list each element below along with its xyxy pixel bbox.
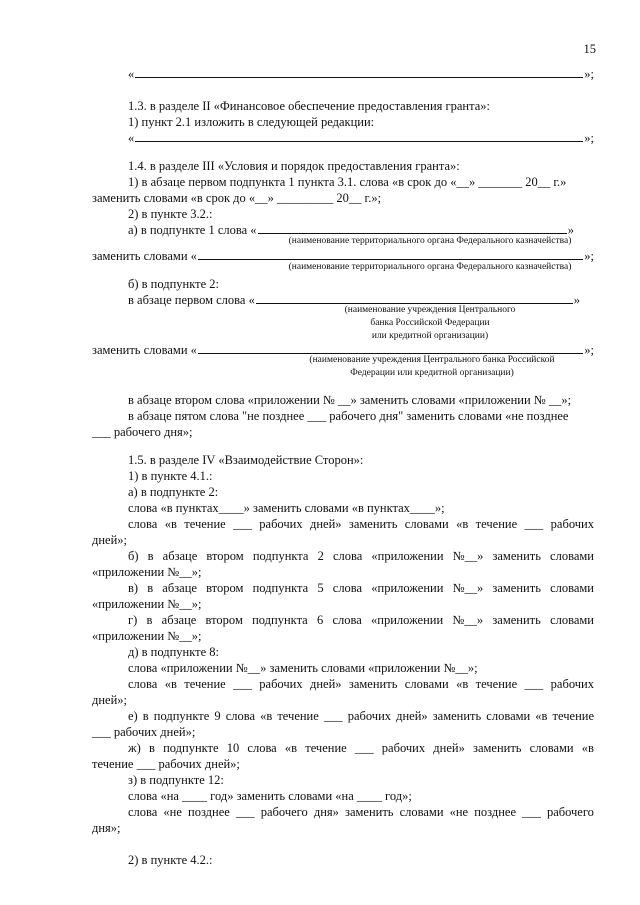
word: словами (550, 549, 594, 563)
word: «в (164, 517, 177, 531)
section-1-4: 1.4. в разделе III «Условия и порядок предоставления гранта»: (128, 159, 460, 173)
word: в (147, 549, 154, 563)
word: «не (449, 805, 469, 819)
subitem-z: з) в подпункте 12: (128, 773, 224, 787)
subitem-zh-line-cont: течение ___ рабочих дней»; (92, 757, 240, 771)
word: в (147, 581, 154, 595)
subitem-v-line-cont: «приложении №__»; (92, 597, 202, 611)
word: 6 (316, 613, 324, 627)
subitem-a2-line-2 (128, 516, 594, 532)
word: рабочих (381, 741, 426, 755)
word: «в (581, 741, 594, 755)
caption-bank-2-line-2: Федерации или кредитной организации) (350, 368, 514, 378)
word: заменить (348, 677, 398, 691)
word: подпункта (252, 549, 309, 563)
subitem-v-line (128, 580, 594, 596)
section-1-4-item-1-cont: заменить словами «в срок до «__» _________ 20__ г.»; (92, 191, 382, 205)
subitem-e-line (128, 708, 594, 724)
subitem-d-line-2-cont: дней»; (92, 693, 128, 707)
word: ___ (323, 709, 343, 723)
subitem-g-line-cont: «приложении №__»; (92, 629, 202, 643)
word: абзаце (161, 613, 197, 627)
word: словами (404, 677, 449, 691)
fill-underline (256, 293, 573, 304)
subitem-z-line-2-cont: дня»; (92, 821, 121, 835)
word: течение (184, 517, 226, 531)
close-quote: » (567, 223, 574, 237)
blank-quote-line-1 (128, 66, 594, 82)
word: течение (184, 677, 226, 691)
word: дней» (433, 741, 465, 755)
word: абзаце (162, 581, 197, 595)
word: слова (332, 613, 362, 627)
word: «в (456, 517, 469, 531)
word: №__» (452, 549, 484, 563)
open-quote: « (128, 131, 135, 145)
fill-underline (135, 67, 583, 78)
word: течение (475, 517, 518, 531)
word: «в (535, 709, 548, 723)
word: рабочих (347, 709, 392, 723)
word: подпункта (252, 581, 309, 595)
close-quote: »; (584, 249, 594, 263)
word: 5 (317, 581, 324, 595)
section-1-3: 1.3. в разделе II «Финансовое обеспечение предоставления гранта»: (128, 99, 491, 113)
subitem-e-line-cont: ___ рабочих дней»; (92, 725, 196, 739)
caption-bank-1-line-1: (наименование учреждения Центрального (344, 305, 516, 315)
section-1-3-item-1: 1) пункт 2.1 изложить в следующей редакции: (128, 115, 375, 129)
subitem-g-line (128, 612, 594, 628)
word: рабочих (259, 517, 303, 531)
subitem-z-line-2 (128, 804, 594, 820)
caption-bank-1-line-3: или кредитной организации) (371, 331, 489, 341)
subitem-d: д) в подпункте 8: (128, 645, 220, 659)
word: слова (128, 517, 158, 531)
word: 2 (317, 549, 324, 563)
word: рабочих (259, 677, 303, 691)
subitem-b2-line-cont: «приложении №__»; (92, 565, 202, 579)
word: словами (550, 581, 594, 595)
word: словами (486, 709, 531, 723)
word: «в (260, 709, 273, 723)
word: ж) (128, 741, 141, 755)
word: заменить (492, 549, 541, 563)
word: словами (404, 517, 449, 531)
section-1-4-item-2: 2) в пункте 3.2.: (128, 207, 213, 221)
section-1-5-item-1: 1) в пункте 4.1.: (128, 469, 213, 483)
subitem-a2-line-1: слова «в пунктах____» заменить словами «в пунктах____»; (128, 501, 445, 515)
close-quote: »; (584, 131, 594, 145)
word: течение (277, 709, 319, 723)
close-quote: »; (584, 343, 594, 357)
word: ___ (354, 741, 374, 755)
word: заменить (492, 613, 541, 627)
word: «в (164, 677, 177, 691)
word: заменить (492, 581, 541, 595)
subitem-zh-line (128, 740, 594, 756)
word: подпункте (153, 709, 210, 723)
subitem-a-text: а) в подпункте 1 слова « (128, 223, 257, 237)
word: абзаце (162, 549, 198, 563)
word: заменить (345, 805, 394, 819)
word: рабочих (550, 677, 594, 691)
word: г) (128, 613, 138, 627)
word: рабочего (546, 805, 594, 819)
word: дней» (309, 677, 342, 691)
word: «в (456, 677, 469, 691)
word: в (148, 741, 155, 755)
word: «приложении (371, 613, 444, 627)
word: слова (332, 581, 363, 595)
subitem-d-line-1: слова «приложении №__» заменить словами «приложении №__»; (128, 661, 478, 675)
fill-underline (198, 343, 583, 354)
word: рабочего (260, 805, 308, 819)
paragraph-5-replace: в абзаце пятом слова "не позднее ___ рабочего дня" заменить словами «не позднее (128, 409, 569, 423)
word: дней» (309, 517, 342, 531)
word: 10 (226, 741, 240, 755)
subitem-a2: а) в подпункте 2: (128, 485, 219, 499)
caption-treasury-1: (наименование территориального органа Федерального казначейства) (288, 236, 572, 246)
replace-text: заменить словами « (92, 343, 197, 357)
word: течение (305, 741, 347, 755)
subitem-d-line-2 (128, 676, 594, 692)
paragraph-5-replace-cont: ___ рабочего дня»; (92, 425, 193, 439)
subitem-b2-line (128, 548, 594, 564)
word: б) (128, 549, 139, 563)
word: словами (550, 613, 594, 627)
caption-bank-2-line-1: (наименование учреждения Центрального банка Российской (309, 355, 555, 365)
word: в) (128, 581, 139, 595)
close-quote: »; (584, 67, 594, 81)
fill-underline (198, 249, 583, 260)
word: заменить (348, 517, 398, 531)
word: е) (128, 709, 138, 723)
blank-quote-line-2 (128, 130, 594, 146)
word: 9 (214, 709, 221, 723)
word: втором (205, 613, 243, 627)
word: подпункта (252, 613, 308, 627)
fill-underline (258, 223, 567, 234)
word: ___ (235, 805, 255, 819)
open-quote: « (128, 67, 135, 81)
paragraph-2-replace: в абзаце втором слова «приложении № __» заменить словами «приложении № __»; (128, 393, 572, 407)
word: позднее (188, 805, 230, 819)
word: «приложении (371, 549, 444, 563)
word: в (146, 613, 153, 627)
subitem-z-line-1: слова «на ____ год» заменить словами «на ____ год»; (128, 789, 412, 803)
word: слова (332, 549, 363, 563)
word: рабочих (550, 517, 594, 531)
word: ___ (522, 805, 541, 819)
page-number: 15 (583, 42, 596, 56)
section-1-5: 1.5. в разделе IV «Взаимодействие Сторон»: (128, 453, 364, 467)
word: втором (206, 549, 244, 563)
word: в (142, 709, 149, 723)
word: «приложении (371, 581, 444, 595)
subitem-b: б) в подпункте 2: (128, 277, 220, 291)
word: дня» (313, 805, 339, 819)
word: «в (284, 741, 298, 755)
word: подпункте (163, 741, 219, 755)
section-1-4-item-1: 1) в абзаце первом подпункта 1 пункта 3.1. слова «в срок до «__» _______ 20__ г.» (128, 175, 567, 189)
word: словами (399, 805, 444, 819)
word: слова (247, 741, 277, 755)
word: позднее (474, 805, 516, 819)
word: слова (128, 677, 158, 691)
word: словами (529, 741, 574, 755)
word: заменить (473, 741, 522, 755)
caption-treasury-2: (наименование территориального органа Федерального казначейства) (288, 262, 572, 272)
item-2-point-4-2: 2) в пункте 4.2.: (128, 853, 213, 867)
word: ___ (233, 517, 252, 531)
word: «не (163, 805, 182, 819)
word: втором (206, 581, 244, 595)
subitem-b-text: в абзаце первом слова « (128, 293, 255, 307)
word: ___ (524, 677, 544, 691)
word: дней» (396, 709, 428, 723)
word: ___ (524, 517, 544, 531)
word: №__» (452, 581, 484, 595)
word: заменить (432, 709, 482, 723)
caption-bank-1-line-2: банка Российской Федерации (370, 318, 490, 328)
word: слова (225, 709, 256, 723)
word: ___ (233, 677, 252, 691)
replace-text: заменить словами « (92, 249, 197, 263)
fill-underline (135, 131, 583, 142)
word: течение (552, 709, 594, 723)
subitem-a2-line-2-cont: дней»; (92, 533, 128, 547)
word: течение (475, 677, 518, 691)
close-quote: » (573, 293, 580, 307)
word: слова (128, 805, 158, 819)
word: №__» (452, 613, 484, 627)
